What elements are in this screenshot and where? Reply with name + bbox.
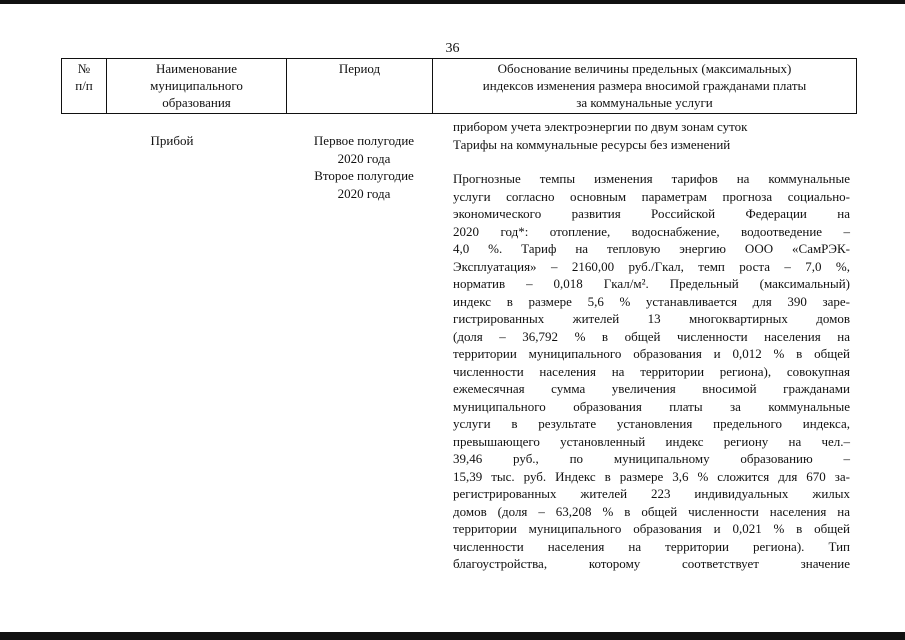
paragraph-line: домов (доля – 63,208 % в общей численности населения на [453,503,850,519]
bottom-border-bar [0,632,905,640]
paragraph-line: регистрированных жителей 223 индивидуальных жилых [453,486,850,501]
header-col-justification-text: Обоснование величины предельных (максимальных) индексов изменения размера вносимой гражданами платы за коммунальные услуги [482,61,807,110]
paragraph-line: индекс в размере 5,6 % устанавливается для 390 заре- [453,293,850,309]
tariff-note: Тарифы на коммунальные ресурсы без изменений [453,136,731,152]
header-col-justification [433,59,857,114]
paragraph-line: 2020 год*: отопление, водоснабжение, водоотведение – [453,223,850,239]
paragraph-line: (доля – 36,792 % в общей численности населения на [453,328,850,344]
header-col-number-text: № п/п [75,61,93,93]
paragraph-line: численности населения на территории региона). Тип [453,538,850,554]
period-first-year: 2020 года [337,150,391,166]
paragraph-line: муниципального образования платы за коммунальные [453,398,850,414]
paragraph-line: численности населения на территории региона), совокупная [453,363,850,379]
municipality-name: Прибой [150,133,194,148]
paragraph-line: благоустройства, которому соответствует значение [453,556,850,571]
paragraph-line: 4,0 %. Тариф на тепловую энергию ООО «СамРЭК- [453,241,850,256]
paragraph-gap [453,153,850,170]
justification-cell [453,118,850,573]
period-second-half: Второе полугодие [314,168,414,183]
header-col-municipality-text: Наименование муниципального образования [150,61,243,110]
paragraph-line: превышающего установленный индекс региону на чел.– [453,433,850,449]
carryover-text: прибором учета электроэнергии по двум зонам суток [453,119,748,134]
top-border-bar [0,0,905,4]
justification-paragraph [453,170,850,573]
header-col-municipality [107,59,287,114]
paragraph-line: услуги в результате установления предельного индекса, [453,416,850,431]
paragraph-line: территории муниципального образования и 0,012 % в общей [453,346,850,361]
paragraph-line: экономического развития Российской Федерации на [453,206,850,221]
paragraph-line: Прогнозные темпы изменения тарифов на коммунальные [453,171,850,186]
paragraph-line: территории муниципального образования и 0,021 % в общей [453,521,850,536]
paragraph-line: ежемесячная сумма увеличения вносимой гражданами [453,381,850,396]
header-col-period-text: Период [338,61,381,76]
period-cell [294,132,434,202]
header-col-period [287,59,433,114]
paragraph-line: 39,46 руб., по муниципальному образованию – [453,451,850,466]
table-header [61,58,857,114]
paragraph-line: норматив – 0,018 Гкал/м². Предельный (максимальный) [453,276,850,291]
period-second-year: 2020 года [337,185,391,201]
paragraph-line: 15,39 тыс. руб. Индекс в размере 3,6 % сложится для 670 за- [453,468,850,484]
header-col-number [62,59,107,114]
page-number: 36 [445,41,460,56]
paragraph-line: услуги согласно основным параметрам прогноза социально- [453,188,850,204]
paragraph-line: Эксплуатация» – 2160,00 руб./Гкал, темп роста – 7,0 %, [453,258,850,274]
paragraph-line: гистрированных жителей 13 многоквартирных домов [453,311,850,326]
period-first-half: Первое полугодие [313,133,415,148]
